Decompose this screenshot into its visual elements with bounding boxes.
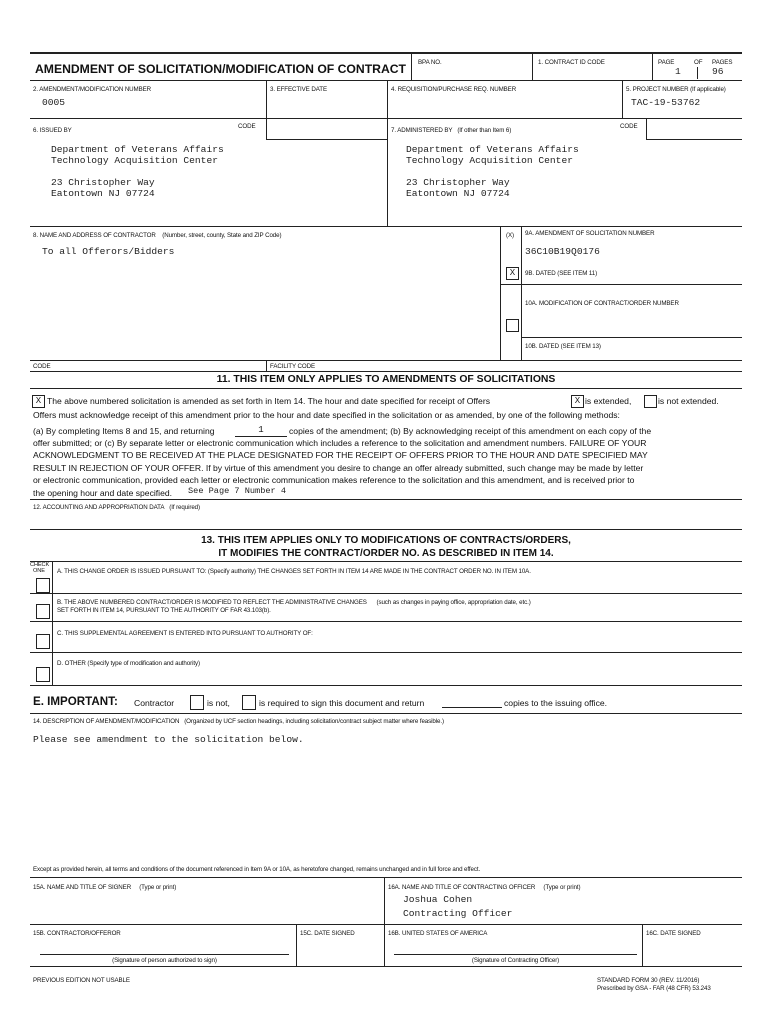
date-signed-15c-label: 15C. DATE SIGNED: [300, 930, 355, 937]
dated-9b-label: 9B. DATED (SEE ITEM 11): [525, 270, 598, 277]
modification-contract-label: 10A. MODIFICATION OF CONTRACT/ORDER NUMBER: [525, 300, 679, 307]
date-signed-16c-label: 16C. DATE SIGNED: [646, 930, 701, 937]
divider: [296, 924, 297, 966]
checkbox-9b[interactable]: X: [506, 267, 519, 280]
project-number-label: 5. PROJECT NUMBER (If applicable): [626, 86, 726, 93]
page-value: 1: [675, 66, 681, 77]
divider: [30, 360, 742, 361]
item-11-line-3b: copies of the amendment; (b) By acknowledging receipt of this amendment on each copy of the: [289, 426, 652, 436]
except-statement: Except as provided herein, all terms and conditions of the document referenced in Item 9A or 10A, as heretofore changed, remains unchanged and in full force and effect.: [33, 866, 481, 873]
divider: [697, 67, 698, 79]
previous-edition-label: PREVIOUS EDITION NOT USABLE: [33, 977, 130, 984]
divider: [30, 529, 742, 530]
checkbox-item-11[interactable]: X: [32, 395, 45, 408]
contractor-label: Contractor: [134, 698, 175, 708]
divider: [532, 53, 533, 80]
item-13-heading-2: IT MODIFIES THE CONTRACT/ORDER NO. AS DESCRIBED IN ITEM 14.: [218, 548, 554, 559]
prescribed-label: Prescribed by GSA - FAR (48 CFR) 53.243: [597, 985, 711, 992]
divider: [30, 593, 742, 594]
administered-by-line: Department of Veterans Affairs: [406, 144, 579, 155]
signature-officer-label: (Signature of Contracting Officer): [471, 957, 560, 964]
x-column-label: (X): [506, 232, 514, 239]
item-11-line-5: ACKNOWLEDGMENT TO BE RECEIVED AT THE PLACE DESIGNATED FOR THE RECEIPT OF OFFERS PRIOR TO THE HOUR AND DATE SPECIFIED MAY: [33, 450, 648, 460]
signer-label: 15A. NAME AND TITLE OF SIGNER (Type or print): [33, 884, 177, 891]
amendment-number-value: 0005: [42, 97, 66, 108]
usa-label: 16B. UNITED STATES OF AMERICA: [388, 930, 488, 937]
issued-code-label: CODE: [238, 123, 256, 130]
item-11-line-3a: (a) By completing Items 8 and 15, and returning: [33, 426, 215, 436]
form-top-border: [30, 52, 742, 54]
divider: [387, 81, 388, 226]
contractor-label: 8. NAME AND ADDRESS OF CONTRACTOR (Number, street, county, State and ZIP Code): [33, 232, 282, 239]
divider: [30, 652, 742, 653]
is-required-label: is required to sign this document and return: [259, 698, 425, 708]
divider: [30, 924, 742, 925]
issued-by-line: Eatontown NJ 07724: [51, 188, 155, 199]
issued-by-line: Department of Veterans Affairs: [51, 144, 224, 155]
contractor-value: To all Offerors/Bidders: [42, 246, 175, 257]
not-extended-label: is not extended.: [658, 396, 719, 406]
copies-field[interactable]: 1: [235, 426, 287, 437]
checkbox-10a[interactable]: [506, 319, 519, 332]
item-11-line-6: RESULT IN REJECTION OF YOUR OFFER. If by virtue of this amendment you desire to change an offer already submitted, such change may be made by letter: [33, 463, 644, 473]
standard-form-label: STANDARD FORM 30 (REV. 11/2016): [597, 977, 700, 984]
divider: [266, 139, 387, 140]
item-13-heading-1: 13. THIS ITEM APPLIES ONLY TO MODIFICATIONS OF CONTRACTS/ORDERS,: [201, 535, 571, 546]
signature-person-label: (Signature of person authorized to sign): [112, 957, 217, 964]
pages-label: PAGES: [712, 59, 733, 66]
item-11-line-8: the opening hour and date specified.: [33, 488, 173, 498]
option-a-label: A. THIS CHANGE ORDER IS ISSUED PURSUANT TO: (Specify authority) THE CHANGES SET FORTH IN ITEM 14 ARE MADE IN THE CONTRACT ORDER NO. IN ITEM 10A.: [57, 568, 531, 575]
check-one-label-1: CHECK: [30, 562, 50, 568]
of-label: OF: [694, 59, 703, 66]
option-d-label: D. OTHER (Specify type of modification and authority): [57, 660, 200, 667]
code-label: CODE: [33, 363, 51, 370]
bpa-no-label: BPA NO.: [418, 59, 442, 66]
divider: [30, 499, 742, 500]
requisition-label: 4. REQUISITION/PURCHASE REQ. NUMBER: [391, 86, 517, 93]
effective-date-label: 3. EFFECTIVE DATE: [270, 86, 327, 93]
divider: [30, 371, 742, 372]
administered-by-line: Eatontown NJ 07724: [406, 188, 510, 199]
officer-label: 16A. NAME AND TITLE OF CONTRACTING OFFICER (Type or print): [388, 884, 581, 891]
option-c-label: C. THIS SUPPLEMENTAL AGREEMENT IS ENTERED INTO PURSUANT TO AUTHORITY OF:: [57, 630, 313, 637]
divider: [30, 685, 742, 686]
divider: [30, 80, 742, 81]
page-label: PAGE: [658, 59, 675, 66]
administered-by-line: 23 Christopher Way: [406, 177, 510, 188]
checkbox-not-extended[interactable]: [644, 395, 657, 408]
divider: [52, 561, 53, 685]
copies-issuing-label: copies to the issuing office.: [504, 698, 608, 708]
divider: [30, 388, 742, 389]
description-label: 14. DESCRIPTION OF AMENDMENT/MODIFICATION (Organized by UCF section headings, including solicitation/contract subject matter where feasible.): [33, 718, 444, 725]
contractor-signature-line[interactable]: [40, 954, 289, 955]
issued-by-line: Technology Acquisition Center: [51, 155, 218, 166]
divider: [500, 284, 742, 285]
item-11-heading: 11. THIS ITEM ONLY APPLIES TO AMENDMENTS OF SOLICITATIONS: [216, 374, 556, 385]
dated-10b-label: 10B. DATED (SEE ITEM 13): [525, 343, 601, 350]
accounting-label: 12. ACCOUNTING AND APPROPRIATION DATA (If required): [33, 504, 200, 511]
description-value: Please see amendment to the solicitation below.: [33, 734, 304, 745]
administered-by-line: Technology Acquisition Center: [406, 155, 573, 166]
item-11-line-7: or electronic communication, provided each letter or electronic communication makes reference to the solicitation and this amendment, and is received prior to: [33, 475, 635, 485]
copies-return-field[interactable]: [442, 707, 502, 708]
divider: [266, 81, 267, 118]
divider: [30, 877, 742, 878]
check-one-label-2: ONE: [33, 568, 45, 574]
divider: [642, 924, 643, 966]
divider: [521, 337, 742, 338]
important-label: E. IMPORTANT:: [33, 695, 118, 708]
officer-name: Joshua Cohen: [403, 894, 473, 905]
is-not-label: is not,: [207, 698, 230, 708]
checkbox-option-c[interactable]: [36, 634, 50, 649]
divider: [411, 53, 412, 80]
divider: [646, 139, 742, 140]
officer-signature-line[interactable]: [394, 954, 637, 955]
item-11-line-8-value: See Page 7 Number 4: [188, 486, 286, 496]
checkbox-extended[interactable]: X: [571, 395, 584, 408]
contract-id-label: 1. CONTRACT ID CODE: [538, 59, 605, 66]
checkbox-option-a[interactable]: [36, 578, 50, 593]
item-11-line-2: Offers must acknowledge receipt of this amendment prior to the hour and date specified in the solicitation or as amended, by one of the following methods:: [33, 410, 620, 420]
divider: [266, 360, 267, 371]
divider: [622, 81, 623, 118]
officer-title: Contracting Officer: [403, 908, 513, 919]
issued-by-label: 6. ISSUED BY: [33, 127, 72, 134]
divider: [646, 118, 647, 139]
divider: [521, 226, 522, 360]
divider: [384, 877, 385, 966]
option-b-label-2: SET FORTH IN ITEM 14, PURSUANT TO THE AUTHORITY OF FAR 43.103(b).: [57, 607, 271, 614]
amendment-number-label: 2. AMENDMENT/MODIFICATION NUMBER: [33, 86, 152, 93]
divider: [652, 53, 653, 80]
extended-label: is extended,: [585, 396, 632, 406]
checkbox-is-required[interactable]: [242, 695, 256, 710]
facility-code-label: FACILITY CODE: [270, 363, 316, 370]
item-11-line-4: offer submitted; or (c) By separate letter or electronic communication which includes a reference to the solicitation and amendment numbers. FAILURE OF YOUR: [33, 438, 647, 448]
divider: [30, 713, 742, 714]
administered-code-label: CODE: [620, 123, 638, 130]
form-title: AMENDMENT OF SOLICITATION/MODIFICATION OF CONTRACT: [35, 62, 407, 76]
checkbox-is-not[interactable]: [190, 695, 204, 710]
administered-by-label: 7. ADMINISTERED BY (If other than Item 6): [391, 127, 512, 134]
checkbox-option-b[interactable]: [36, 604, 50, 619]
divider: [266, 118, 267, 139]
amendment-solicitation-value: 36C10B19Q0176: [525, 246, 600, 257]
divider: [500, 226, 501, 360]
item-11-line-1: The above numbered solicitation is amended as set forth in Item 14. The hour and date specified for receipt of Offers: [47, 396, 490, 406]
project-number-value: TAC-19-53762: [631, 97, 701, 108]
amendment-solicitation-label: 9A. AMENDMENT OF SOLICITATION NUMBER: [525, 230, 655, 237]
checkbox-option-d[interactable]: [36, 667, 50, 682]
divider: [30, 118, 742, 119]
divider: [30, 561, 742, 562]
divider: [30, 966, 742, 967]
divider: [30, 226, 742, 227]
pages-value: 96: [712, 66, 724, 77]
option-b-label: B. THE ABOVE NUMBERED CONTRACT/ORDER IS MODIFIED TO REFLECT THE ADMINISTRATIVE CHANGES (such as changes in paying office, appropriation date, etc.): [57, 599, 531, 606]
contractor-offeror-label: 15B. CONTRACTOR/OFFEROR: [33, 930, 121, 937]
divider: [30, 621, 742, 622]
issued-by-line: 23 Christopher Way: [51, 177, 155, 188]
